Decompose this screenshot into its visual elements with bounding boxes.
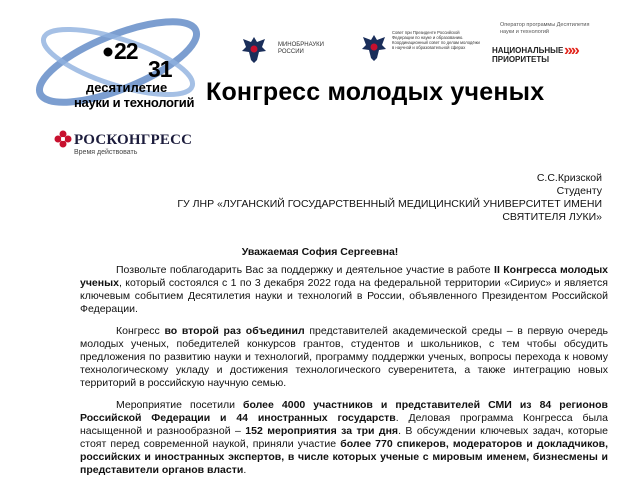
decade-title-line1: десятилетие [86, 80, 168, 95]
paragraph-1 [80, 264, 608, 316]
letter-body [80, 264, 608, 486]
addressee-role: Студенту [556, 185, 602, 197]
page-title: Конгресс молодых ученых [206, 78, 545, 106]
decade-title-line2: науки и технологий [74, 95, 195, 110]
text-run-bold: более 4000 участников и представителей СМИ из 84 регионов Российской Федерации и 44 иностранных государств [80, 399, 608, 424]
text-run: . Деловая программа Конгресса была насыщенной и разнообразной – [80, 412, 608, 437]
roscongress-flower-icon [54, 130, 72, 148]
text-run: , который состоялся с 1 по 3 декабря 2022 года на федеральной территории «Сириус» и является ключевым событием Десятилетия науки и технологий в России, объявленного Президентом Российской Федерации. [80, 277, 608, 315]
roscongress-name: РОСКОНГРЕСС [74, 132, 193, 148]
national-priorities-logo [492, 46, 563, 64]
national-priorities-line1: НАЦИОНАЛЬНЫЕ [492, 46, 564, 55]
text-run-bold: во второй раз объединил [164, 325, 305, 337]
text-run: Позвольте поблагодарить Вас за поддержку и деятельное участие в работе [116, 264, 495, 276]
text-run: Конгресс [116, 325, 165, 337]
roscongress-slogan: Время действовать [74, 149, 138, 156]
minobr-label: МИНОБРНАУКИ РОССИИ [278, 42, 324, 55]
text-run: . [243, 464, 247, 476]
text-run-bold: II Конгресса молодых ученых [80, 264, 609, 289]
text-run: . В обсуждении ключевых задач, которые стоят перед современной наукой, приняли участие [80, 425, 609, 450]
addressee-name: С.С.Кризской [536, 172, 602, 184]
chevrons-icon: »» [564, 42, 578, 59]
decade-logo [30, 10, 205, 115]
council-label: Совет при Президенте Российской Федерации по науке и образованию. Координационный совет по делам молодёжи в научной и образовательной сферах [392, 30, 480, 50]
paragraph-3 [80, 399, 608, 477]
greeting: Уважаемая София Сергеевна! [241, 246, 399, 258]
addressee-org-line2: СВЯТИТЕЛЯ ЛУКИ» [502, 211, 602, 223]
decade-year-start: 22 [114, 38, 138, 64]
eagle-emblem-icon [360, 32, 388, 62]
text-run-bold: более 770 спикеров, модераторов и докладчиков, российских и иностранных экспертов, в числе которых ученые с мировым именем, бизнесмены и представители органов власти [80, 438, 608, 476]
text-run-bold: 152 мероприятия за три дня [245, 425, 399, 437]
eagle-emblem-icon [240, 34, 268, 64]
text-run: Мероприятие посетили [116, 399, 243, 411]
addressee-org-line1: ГУ ЛНР «ЛУГАНСКИЙ ГОСУДАРСТВЕННЫЙ МЕДИЦИНСКИЙ УНИВЕРСИТЕТ ИМЕНИ [177, 198, 602, 210]
program-operator-label: Оператор программы Десятилетия науки и технологий [500, 22, 590, 35]
text-run: представителей академической среды – в первую очередь молодых ученых, победителей конкурсов грантов, студентов и школьников, с тем чтобы обсудить предложения по развитию науки и технологий, программу поддержки ученых, вопросы перехода к новому технологическому укладу и достижения технологического суверенитета, а также интеграцию новых территорий в российскую научную семью. [80, 325, 608, 389]
decade-year-end: 31 [148, 56, 172, 82]
addressee-block [82, 172, 602, 224]
paragraph-2 [80, 325, 608, 390]
national-priorities-line2: ПРИОРИТЕТЫ [492, 55, 550, 64]
